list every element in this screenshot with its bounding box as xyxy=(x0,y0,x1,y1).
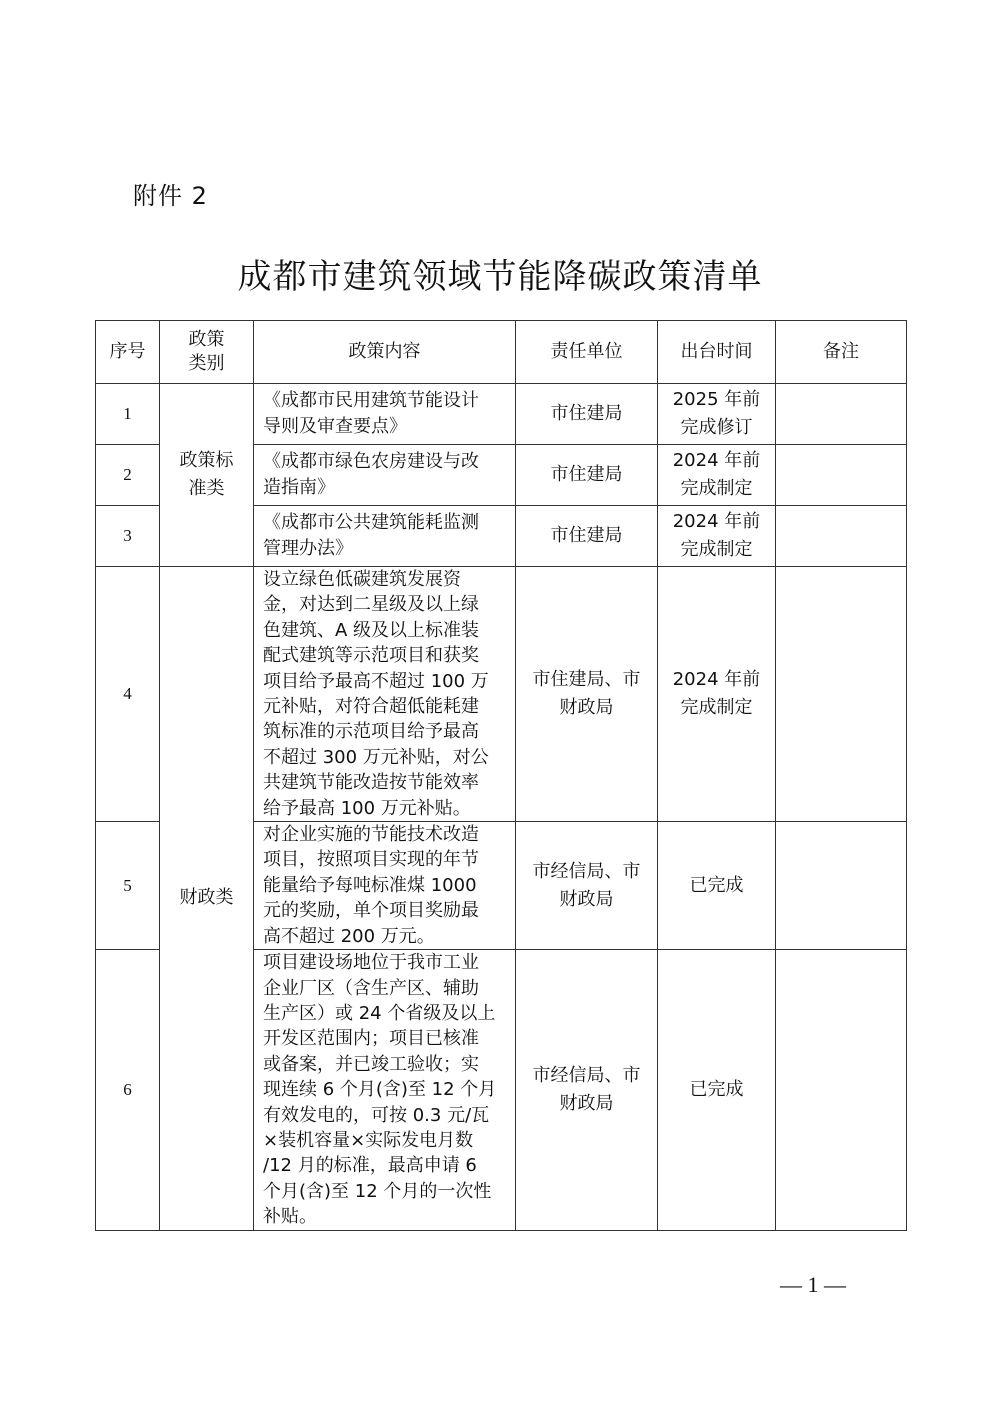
category-cell: 政策标 准类 xyxy=(160,384,254,567)
row-unit: 市住建局 xyxy=(516,506,658,567)
row-remark xyxy=(776,506,907,567)
row-seq: 3 xyxy=(96,506,160,567)
row-seq: 5 xyxy=(96,822,160,950)
table-row xyxy=(96,567,907,822)
row-unit: 市经信局、市 财政局 xyxy=(516,950,658,1230)
row-remark xyxy=(776,567,907,822)
table-header-row xyxy=(96,321,907,384)
row-unit: 市住建局、市 财政局 xyxy=(516,567,658,822)
category-cell: 财政类 xyxy=(160,567,254,1231)
annex-label: 附件 2 xyxy=(133,182,208,210)
row-content: 《成都市民用建筑节能设计 导则及审查要点》 xyxy=(254,384,516,445)
row-unit: 市住建局 xyxy=(516,445,658,506)
header-category-line2: 类别 xyxy=(188,353,225,374)
row-remark xyxy=(776,950,907,1230)
header-category xyxy=(160,321,254,384)
row-seq: 4 xyxy=(96,567,160,822)
header-unit: 责任单位 xyxy=(516,321,658,384)
row-seq: 6 xyxy=(96,950,160,1230)
row-remark xyxy=(776,384,907,445)
row-time: 2024 年前 完成制定 xyxy=(658,445,776,506)
policy-table xyxy=(95,320,907,1231)
row-remark xyxy=(776,445,907,506)
document-title: 成都市建筑领域节能降碳政策清单 xyxy=(237,257,763,297)
row-content: 设立绿色低碳建筑发展资 金，对达到二星级及以上绿 色建筑、A 级及以上标准装 配式建筑等示范项目和获奖 项目给予最高不超过 100 万 元补贴，对符合超低能耗建 筑标准的示范项目给予最高 不超过 300 万元补贴，对公 共建筑节能改造按节能效率 给予最高 100 万元补贴。 xyxy=(254,567,516,822)
row-time: 已完成 xyxy=(658,950,776,1230)
header-content: 政策内容 xyxy=(254,321,516,384)
header-seq: 序号 xyxy=(96,321,160,384)
header-remark: 备注 xyxy=(776,321,907,384)
row-seq: 2 xyxy=(96,445,160,506)
row-unit: 市经信局、市 财政局 xyxy=(516,822,658,950)
row-remark xyxy=(776,822,907,950)
page-number: — 1 — xyxy=(780,1272,846,1297)
row-time: 2024 年前 完成制定 xyxy=(658,506,776,567)
row-time: 2025 年前 完成修订 xyxy=(658,384,776,445)
row-content: 对企业实施的节能技术改造 项目，按照项目实现的年节 能量给予每吨标准煤 1000 元的奖励，单个项目奖励最 高不超过 200 万元。 xyxy=(254,822,516,950)
row-content: 《成都市公共建筑能耗监测 管理办法》 xyxy=(254,506,516,567)
header-category-line1: 政策 xyxy=(188,329,225,350)
row-content: 项目建设场地位于我市工业 企业厂区（含生产区、辅助 生产区）或 24 个省级及以上 开发区范围内；项目已核准 或备案，并已竣工验收；实 现连续 6 个月(含)至 12 个月 有效发电的，可按 0.3 元/瓦 ×装机容量×实际发电月数 /12 月的标准，最高申请 6 个月(含)至 12 个月的一次性 补贴。 xyxy=(254,950,516,1230)
table-row xyxy=(96,384,907,445)
row-time: 已完成 xyxy=(658,822,776,950)
row-unit: 市住建局 xyxy=(516,384,658,445)
row-seq: 1 xyxy=(96,384,160,445)
row-time: 2024 年前 完成制定 xyxy=(658,567,776,822)
row-content: 《成都市绿色农房建设与改 造指南》 xyxy=(254,445,516,506)
header-time: 出台时间 xyxy=(658,321,776,384)
